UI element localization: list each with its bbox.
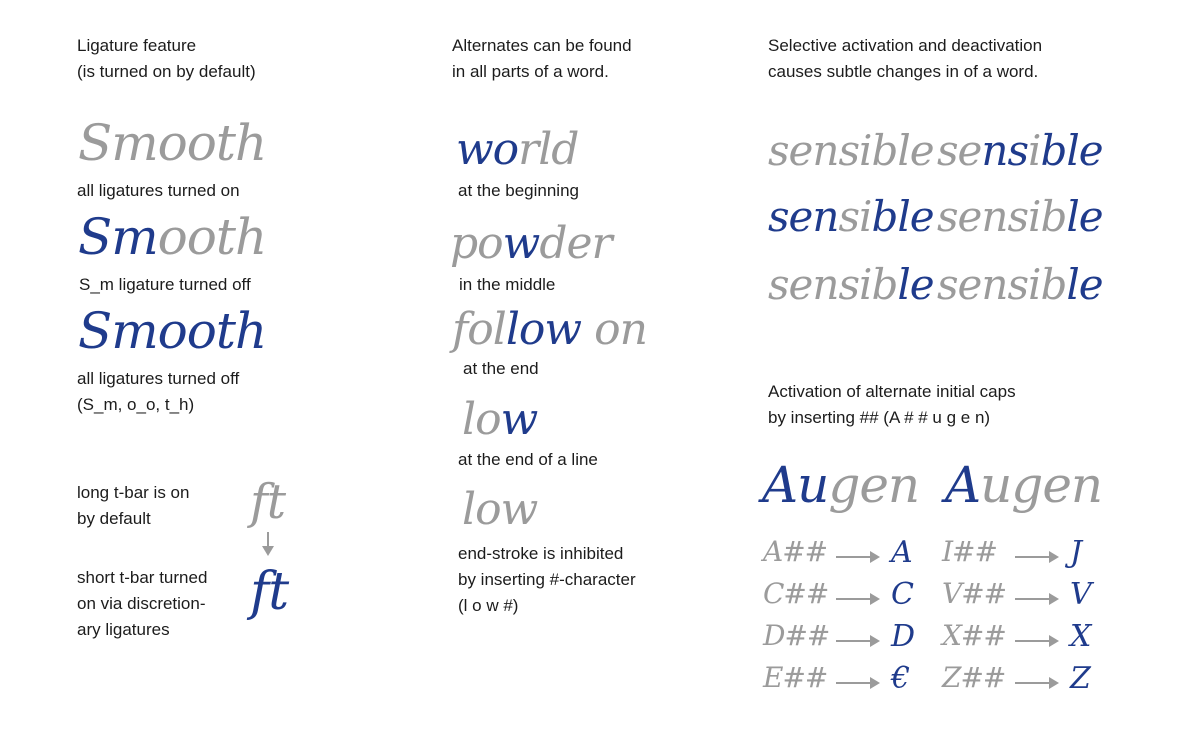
caption: all ligatures turned on (77, 181, 240, 200)
glyph-segment: po (450, 218, 503, 269)
caption: at the beginning (458, 181, 579, 200)
glyph-segment: Sm (78, 208, 158, 266)
augen-alternate-sample (945, 456, 1103, 514)
glyph-segment: sensib (768, 260, 898, 309)
glyph-segment: ble (871, 192, 934, 241)
glyph-segment: i (1028, 126, 1041, 175)
sensible-sample (937, 192, 1103, 241)
ft-short-glyph (250, 562, 289, 622)
col2-heading-line1: Alternates can be found (452, 36, 632, 55)
cap-alternate: A (891, 535, 912, 570)
glyph-segment: ooth (157, 208, 267, 266)
arrow-right-icon (836, 598, 878, 600)
glyph-segment: le (1066, 260, 1103, 309)
col3-heading-line2: causes subtle changes in of a word. (768, 62, 1039, 81)
glyph-segment: on (581, 304, 647, 355)
sensible-sample (768, 260, 934, 309)
cap-alternate: D (891, 619, 915, 654)
cap-alternate: X (1070, 619, 1091, 654)
ft-long-glyph (250, 474, 286, 530)
col2-heading-line2: in all parts of a word. (452, 62, 609, 81)
cap-input: I## (942, 535, 997, 568)
caps-heading-line1: Activation of alternate initial caps (768, 382, 1016, 401)
col1-heading-line2: (is turned on by default) (77, 62, 256, 81)
arrow-down-icon (267, 532, 269, 554)
world-sample (456, 124, 579, 175)
col3-heading-line1: Selective activation and deactivation (768, 36, 1043, 55)
arrow-right-icon (836, 556, 878, 558)
glyph-segment: A (945, 456, 981, 514)
glyph-segment: Smooth (78, 302, 267, 360)
glyph-segment: sensib (937, 260, 1067, 309)
sensible-sample (937, 126, 1103, 175)
cap-input: C## (763, 577, 829, 610)
glyph-segment: low (505, 304, 582, 355)
sensible-sample (768, 192, 934, 241)
powder-sample (450, 218, 612, 269)
tbar-short-caption: short t-bar turned (77, 568, 208, 587)
arrow-right-icon (836, 640, 878, 642)
tbar-long-caption: by default (77, 509, 151, 528)
glyph-segment: le (1066, 192, 1103, 241)
arrow-right-icon (1015, 556, 1057, 558)
arrow-right-icon (1015, 598, 1057, 600)
smooth-sample-all-off (78, 302, 267, 360)
cap-alternate: V (1070, 577, 1091, 612)
cap-input: A## (763, 535, 828, 568)
augen-sample (762, 456, 920, 514)
tbar-short-caption: ary ligatures (77, 620, 170, 639)
tbar-short-caption: on via discretion- (77, 594, 206, 613)
sensible-sample (768, 126, 934, 175)
glyph-segment: ft (250, 562, 289, 622)
glyph-segment: fol (452, 304, 506, 355)
caption: at the end of a line (458, 450, 598, 469)
cap-input: X## (942, 619, 1006, 652)
glyph-segment: se (937, 126, 982, 175)
glyph-segment: sensible (768, 126, 934, 175)
sensible-sample (937, 260, 1103, 309)
cap-alternate: € (891, 661, 910, 696)
glyph-segment: ble (1040, 126, 1103, 175)
caps-heading-line2: by inserting ## (A # # u g e n) (768, 408, 991, 427)
glyph-segment: w (500, 394, 538, 445)
cap-input: E## (763, 661, 828, 694)
glyph-segment: der (539, 218, 612, 269)
arrow-right-icon (836, 682, 878, 684)
cap-input: Z## (942, 661, 1006, 694)
glyph-segment: w (502, 218, 540, 269)
cap-alternate: Z (1070, 661, 1090, 696)
glyph-segment: rld (518, 124, 579, 175)
glyph-segment: le (897, 260, 934, 309)
cap-alternate: C (891, 577, 913, 612)
arrow-right-icon (1015, 640, 1057, 642)
glyph-segment: Smooth (78, 114, 267, 172)
arrow-right-icon (1015, 682, 1057, 684)
cap-alternate: J (1070, 535, 1082, 570)
cap-input: V## (942, 577, 1007, 610)
col1-heading-line1: Ligature feature (77, 36, 197, 55)
caption: S_m ligature turned off (79, 275, 251, 294)
glyph-segment: ns (981, 126, 1029, 175)
glyph-segment: ugen (980, 456, 1103, 514)
low-sample-inhibited (462, 484, 538, 535)
low-sample-end-of-line (462, 394, 538, 445)
caption: in the middle (459, 275, 556, 294)
glyph-segment: lo (462, 394, 501, 445)
cap-input: D## (763, 619, 830, 652)
glyph-segment: ft (250, 474, 286, 530)
glyph-segment: low (462, 484, 538, 535)
glyph-segment: sen (768, 192, 839, 241)
caption: end-stroke is inhibited (458, 544, 624, 563)
smooth-sample-ligatures-on (78, 114, 267, 172)
glyph-segment: wo (456, 124, 519, 175)
tbar-long-caption: long t-bar is on (77, 483, 190, 502)
caption: (S_m, o_o, t_h) (77, 395, 195, 414)
caption: by inserting #-character (458, 570, 636, 589)
caption: all ligatures turned off (77, 369, 240, 388)
glyph-segment: gen (828, 456, 920, 514)
smooth-sample-sm-off (78, 208, 267, 266)
follow-on-sample (452, 304, 647, 355)
caption: at the end (463, 359, 539, 378)
glyph-segment: si (838, 192, 872, 241)
caption: (l o w #) (458, 596, 519, 615)
glyph-segment: Au (762, 456, 829, 514)
glyph-segment: sensib (937, 192, 1067, 241)
